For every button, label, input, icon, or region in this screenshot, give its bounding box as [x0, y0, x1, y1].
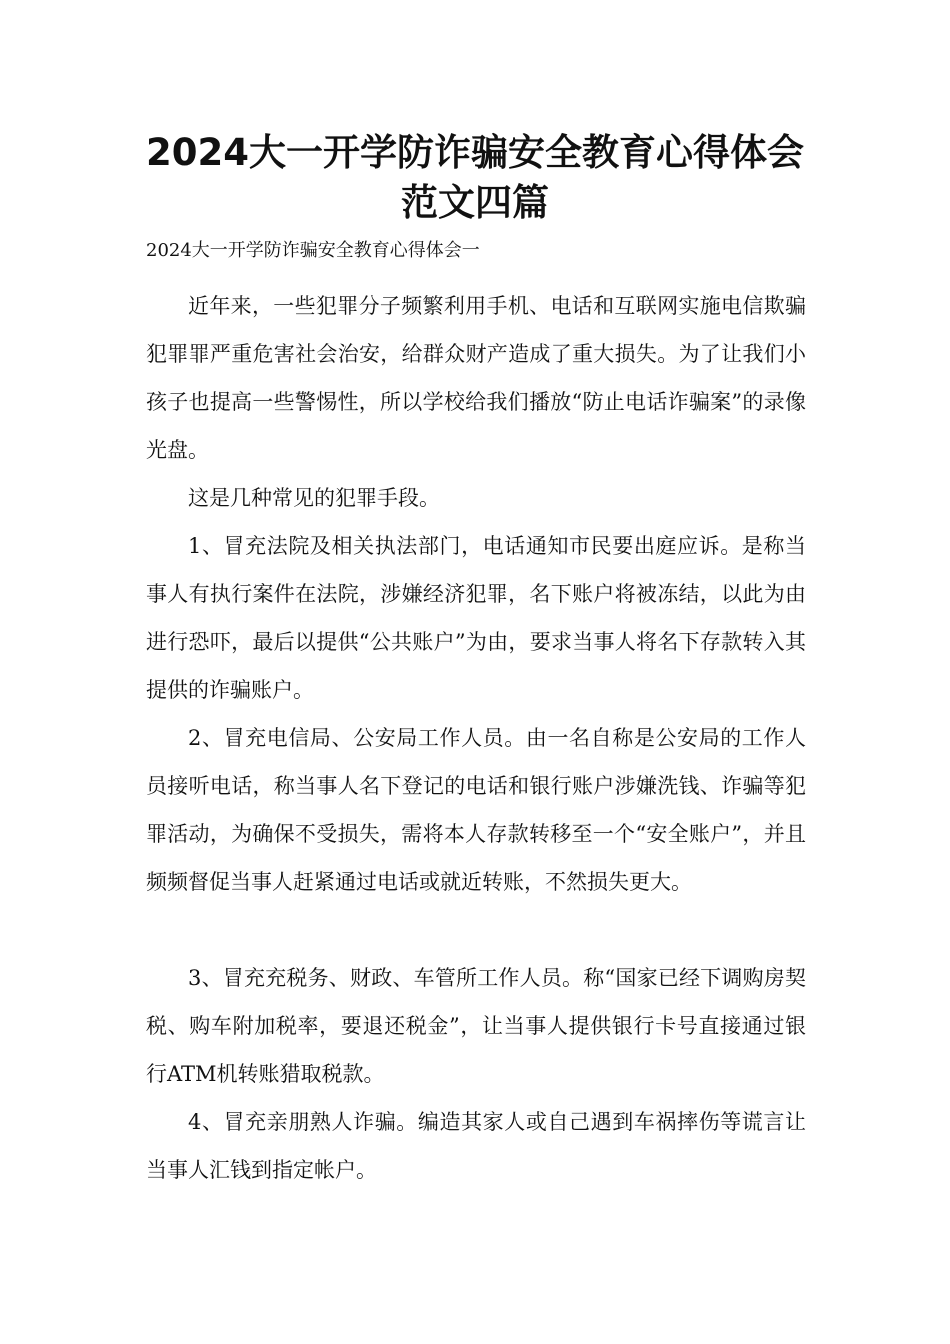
- paragraph-intro: 近年来，一些犯罪分子频繁利用手机、电话和互联网实施电信欺骗犯罪罪严重危害社会治安，给群众财产造成了重大损失。为了让我们小孩子也提高一些警惕性，所以学校给我们播放“防止电话诈骗案”的录像光盘。: [146, 294, 806, 462]
- paragraph-method-3: 3、冒充充税务、财政、车管所工作人员。称“国家已经下调购房契税、购车附加税率，要退还税金”，让当事人提供银行卡号直接通过银行ATM机转账猎取税款。: [146, 966, 806, 1086]
- document-title-line-1: 2024大一开学防诈骗安全教育心得体会: [146, 131, 804, 174]
- paragraph-method-4: 4、冒充亲朋熟人诈骗。编造其家人或自己遇到车祸摔伤等谎言让当事人汇钱到指定帐户。: [146, 1110, 806, 1182]
- paragraph-method-1: 1、冒充法院及相关执法部门，电话通知市民要出庭应诉。是称当事人有执行案件在法院，涉嫌经济犯罪，名下账户将被冻结，以此为由进行恐吓，最后以提供“公共账户”为由，要求当事人将名下存款转入其提供的诈骗账户。: [146, 534, 806, 702]
- section-heading: 2024大一开学防诈骗安全教育心得体会一: [146, 240, 480, 261]
- document-title-line-2: 范文四篇: [401, 181, 549, 224]
- paragraph-method-2: 2、冒充电信局、公安局工作人员。由一名自称是公安局的工作人员接听电话，称当事人名下登记的电话和银行账户涉嫌洗钱、诈骗等犯罪活动，为确保不受损失，需将本人存款转移至一个“安全账户”，并且频频督促当事人赶紧通过电话或就近转账，不然损失更大。: [146, 726, 806, 894]
- paragraph-methods-lead: 这是几种常见的犯罪手段。: [188, 486, 440, 510]
